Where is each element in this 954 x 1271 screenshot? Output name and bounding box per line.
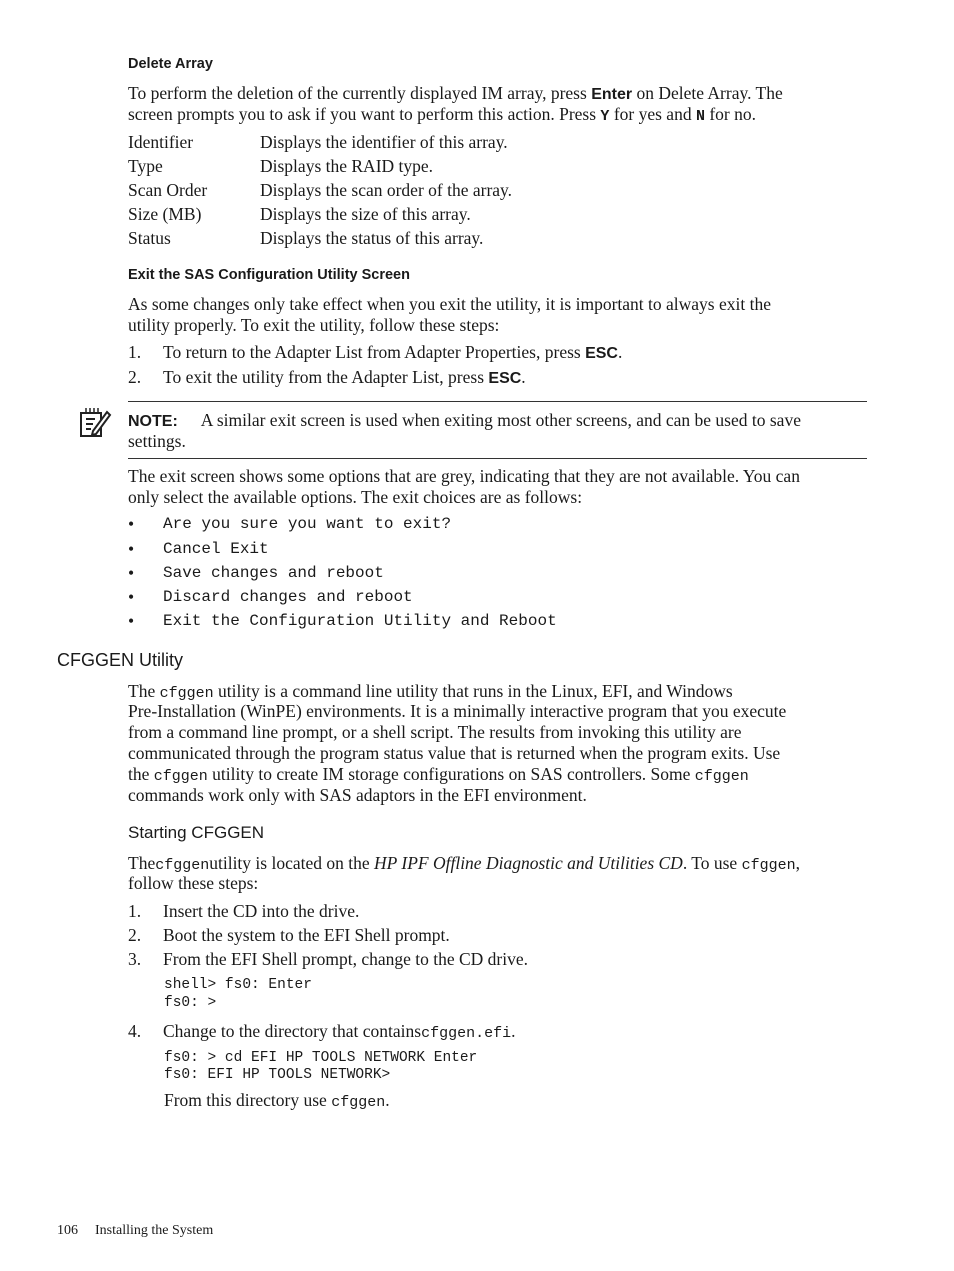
definition-term: Size (MB) xyxy=(128,204,202,224)
note-label: NOTE: xyxy=(128,413,178,430)
definition-desc: Displays the scan order of the array. xyxy=(260,180,513,200)
page-number: 106 xyxy=(57,1223,78,1238)
page-footer xyxy=(57,1223,213,1239)
note-line1: NOTE: A similar exit screen is used when exiting most other screens, and can be used to save xyxy=(128,410,801,430)
definition-desc: Displays the status of this array. xyxy=(260,228,484,248)
exit-paragraph-line1: As some changes only take effect when you exit the utility, it is important to always exit the xyxy=(128,294,771,314)
code-block-line: fs0: EFI HP TOOLS NETWORK> xyxy=(164,1067,391,1083)
note-top-rule xyxy=(128,401,867,402)
definition-term: Identifier xyxy=(128,132,194,152)
note-bottom-rule xyxy=(128,458,867,459)
footer-section: Installing the System xyxy=(95,1223,214,1238)
exit-paragraph-line2: utility properly. To exit the utility, follow these steps: xyxy=(128,315,500,335)
delete-array-heading: Delete Array xyxy=(128,56,213,72)
note-line2: settings. xyxy=(128,431,186,451)
cfggen-para-line2: Pre-Installation (WinPE) environments. It is a minimally interactive program that you execute xyxy=(128,701,787,721)
code-block-line: fs0: > cd EFI HP TOOLS NETWORK Enter xyxy=(164,1050,478,1066)
cfggen-para-line6: commands work only with SAS adaptors in the EFI environment. xyxy=(128,785,587,805)
cfggen-para-line1: The cfggen utility is a command line utility that runs in the Linux, EFI, and Windows xyxy=(128,681,733,702)
bullet-icon: • xyxy=(128,611,135,631)
starting-cfggen-heading: Starting CFGGEN xyxy=(128,823,265,842)
esc-key: ESC xyxy=(488,370,522,387)
enter-key: Enter xyxy=(591,86,633,103)
exit-section-heading: Exit the SAS Configuration Utility Screen xyxy=(128,267,410,283)
y-key: Y xyxy=(600,108,610,125)
note-pencil-icon xyxy=(78,405,112,439)
definition-desc: Displays the size of this array. xyxy=(260,204,471,224)
code-block-line: shell> fs0: Enter xyxy=(164,977,312,993)
delete-array-paragraph-line1: To perform the deletion of the currently displayed IM array, press Enter on Delete Array. The xyxy=(128,83,783,103)
starting-para-line1: Thecfggenutility is located on the HP IPF Offline Diagnostic and Utilities CD. To use cfggen, xyxy=(128,853,800,874)
code-block-line: fs0: > xyxy=(164,995,217,1011)
definition-term: Status xyxy=(128,228,171,248)
cfggen-para-line5: the cfggen utility to create IM storage configurations on SAS controllers. Some cfggen xyxy=(128,764,749,785)
delete-array-paragraph-line2: screen prompts you to ask if you want to perform this action. Press Y for yes and N for no. xyxy=(128,104,756,125)
esc-key: ESC xyxy=(585,345,618,362)
exit-paragraph2-line1: The exit screen shows some options that are grey, indicating that they are not available. You can xyxy=(128,466,800,486)
final-instruction: From this directory use cfggen. xyxy=(164,1090,390,1111)
definition-desc: Displays the identifier of this array. xyxy=(260,132,508,152)
bullet-icon: • xyxy=(128,563,135,583)
definition-term: Type xyxy=(128,156,163,176)
cfggen-heading: CFGGEN Utility xyxy=(57,650,183,670)
cfggen-para-line3: from a command line prompt, or a shell script. The results from invoking this utility are xyxy=(128,722,742,742)
definition-desc: Displays the RAID type. xyxy=(260,156,434,176)
starting-para-line2: follow these steps: xyxy=(128,873,259,893)
bullet-icon: • xyxy=(128,587,135,607)
n-key: N xyxy=(695,108,705,125)
cfggen-para-line4: communicated through the program status value that is returned when the program exits. Use xyxy=(128,743,781,763)
bullet-icon: • xyxy=(128,514,135,534)
bullet-icon: • xyxy=(128,539,135,559)
definition-term: Scan Order xyxy=(128,180,208,200)
exit-paragraph2-line2: only select the available options. The exit choices are as follows: xyxy=(128,487,583,507)
